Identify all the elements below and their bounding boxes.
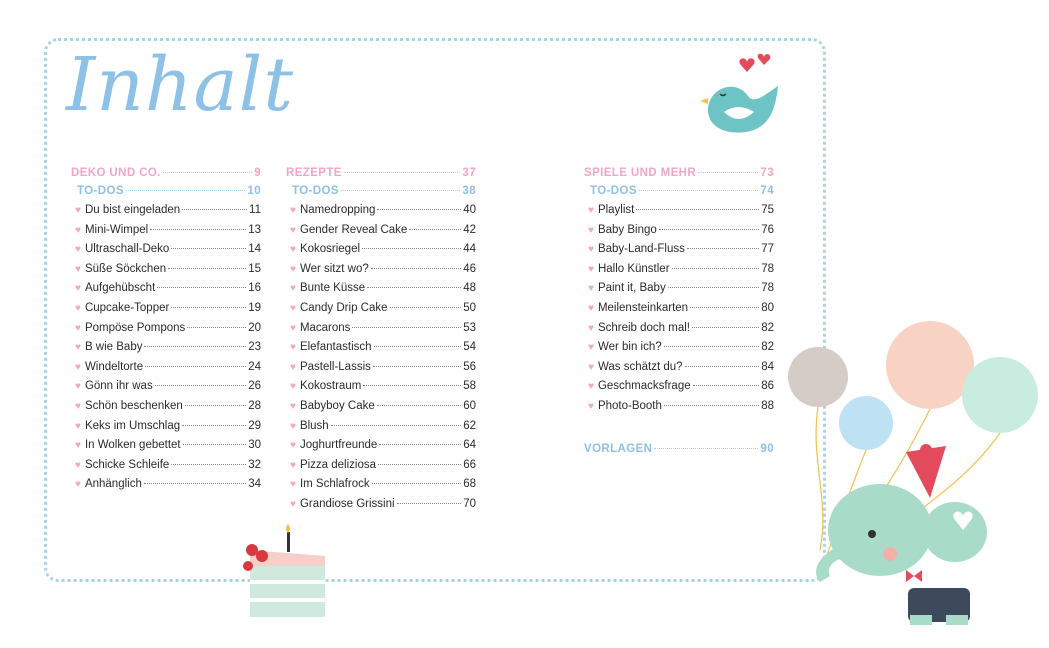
- toc-entry[interactable]: [71, 338, 261, 358]
- leader-dots: [409, 229, 461, 230]
- toc-entry[interactable]: [71, 221, 261, 241]
- heart-icon: ♥: [290, 263, 296, 275]
- entry-label: Bunte Küsse: [299, 282, 366, 295]
- elephant-head: [828, 484, 932, 576]
- leader-dots: [363, 385, 461, 386]
- toc-entry[interactable]: [71, 319, 261, 339]
- toc-entry[interactable]: [71, 240, 261, 260]
- heart-icon: ♥: [75, 302, 81, 314]
- section-label: REZEPTE: [286, 167, 342, 179]
- leader-dots: [182, 425, 246, 426]
- elephant-foot: [910, 615, 932, 625]
- leader-dots: [157, 287, 246, 288]
- entry-label: Baby Bingo: [597, 223, 657, 236]
- entry-label: Namedropping: [299, 204, 376, 216]
- entry-page: 28: [248, 399, 261, 412]
- entry-page: 19: [248, 301, 261, 314]
- entry-page: 62: [463, 419, 476, 432]
- leader-dots: [639, 190, 758, 191]
- entry-label: Pompöse Pompons: [84, 321, 186, 334]
- heart-icon: ♥: [290, 244, 296, 256]
- entry-page: 77: [761, 243, 774, 256]
- toc-entry[interactable]: [286, 456, 476, 476]
- leader-dots: [636, 209, 759, 210]
- entry-page: 29: [248, 419, 261, 432]
- toc-entry[interactable]: [584, 201, 774, 221]
- party-hat-pompon: [920, 444, 932, 456]
- entry-label: Playlist: [597, 204, 635, 216]
- toc-entry[interactable]: [584, 260, 774, 280]
- balloon: [839, 396, 893, 450]
- elephant-trunk: [816, 545, 848, 582]
- toc-todo[interactable]: [584, 182, 774, 201]
- todo-page: 10: [247, 185, 261, 197]
- entry-page: 40: [463, 204, 476, 216]
- toc-entry[interactable]: [286, 260, 476, 280]
- section-label: DEKO UND CO.: [71, 167, 161, 179]
- toc-entry[interactable]: [286, 495, 476, 515]
- heart-icon: ♥: [588, 224, 594, 236]
- entry-label: Photo-Booth: [597, 399, 662, 412]
- leader-dots: [659, 229, 759, 230]
- leader-dots: [183, 444, 247, 445]
- entry-label: Was schätzt du?: [597, 360, 683, 373]
- leader-dots: [374, 346, 462, 347]
- elephant-ear: [923, 502, 987, 562]
- cake-stripe: [250, 598, 325, 602]
- heart-icon: ♥: [290, 420, 296, 432]
- heart-icon: ♥: [75, 400, 81, 412]
- entry-label: Babyboy Cake: [299, 399, 375, 412]
- entry-label: Ultraschall-Deko: [84, 243, 170, 256]
- toc-entry[interactable]: [584, 221, 774, 241]
- leader-dots: [390, 307, 462, 308]
- entry-label: Joghurtfreunde: [299, 439, 378, 452]
- bird-illustration: [700, 50, 790, 145]
- entry-page: 64: [463, 439, 476, 452]
- heart-icon: ♥: [75, 263, 81, 275]
- leader-dots: [687, 248, 759, 249]
- entry-label: Gender Reveal Cake: [299, 223, 408, 236]
- toc-entry[interactable]: [584, 319, 774, 339]
- balloon: [788, 347, 848, 407]
- flame-icon: [286, 524, 290, 533]
- entry-page: 78: [761, 262, 774, 275]
- elephant-foot: [946, 615, 968, 625]
- toc-entry[interactable]: [584, 377, 774, 397]
- cherry: [256, 550, 268, 562]
- toc-entry[interactable]: [71, 279, 261, 299]
- heart-icon: [758, 54, 771, 65]
- toc-todo[interactable]: [71, 182, 261, 201]
- leader-dots: [144, 483, 246, 484]
- candle: [287, 532, 290, 552]
- entry-label: Grandiose Grissini: [299, 497, 395, 510]
- entry-label: Du bist eingeladen: [84, 204, 181, 216]
- toc-entry[interactable]: [71, 417, 261, 437]
- entry-page: 80: [761, 301, 774, 314]
- entry-label: Anhänglich: [84, 478, 142, 491]
- entry-page: 20: [248, 321, 261, 334]
- heart-icon: ♥: [588, 283, 594, 295]
- heart-icon: ♥: [290, 205, 296, 216]
- toc-entry[interactable]: [286, 475, 476, 495]
- leader-dots: [685, 366, 760, 367]
- entry-page: 70: [463, 497, 476, 510]
- leader-dots: [371, 268, 461, 269]
- heart-icon: ♥: [75, 205, 81, 216]
- toc-entry[interactable]: [286, 436, 476, 456]
- leader-dots: [182, 209, 247, 210]
- heart-icon: ♥: [75, 420, 81, 432]
- entry-label: Cupcake-Topper: [84, 301, 170, 314]
- entry-page: 56: [463, 360, 476, 373]
- entry-page: 60: [463, 399, 476, 412]
- leader-dots: [362, 248, 461, 249]
- toc-entry[interactable]: [71, 260, 261, 280]
- toc-column-rezepte: [286, 164, 476, 515]
- entry-page: 24: [248, 360, 261, 373]
- heart-icon: [739, 58, 754, 72]
- toc-entry[interactable]: [286, 358, 476, 378]
- leader-dots: [171, 248, 246, 249]
- toc-todo[interactable]: [286, 182, 476, 201]
- heart-icon: ♥: [588, 302, 594, 314]
- leader-dots: [378, 464, 461, 465]
- toc-entry[interactable]: [584, 397, 774, 417]
- toc-section-vorlagen[interactable]: [584, 440, 774, 458]
- todo-label: TO-DOS: [77, 185, 124, 197]
- entry-label: Wer sitzt wo?: [299, 262, 369, 275]
- entry-page: 88: [761, 399, 774, 412]
- cherry: [243, 561, 253, 571]
- entry-label: Kokosriegel: [299, 243, 361, 256]
- heart-icon: ♥: [75, 459, 81, 471]
- leader-dots: [654, 448, 758, 449]
- entry-label: Pizza deliziosa: [299, 458, 377, 471]
- entry-page: 53: [463, 321, 476, 334]
- leader-dots: [168, 268, 246, 269]
- toc-entry[interactable]: [286, 377, 476, 397]
- entry-label: Meilensteinkarten: [597, 301, 689, 314]
- toc-entry[interactable]: [286, 240, 476, 260]
- leader-dots: [664, 405, 759, 406]
- entry-label: Gönn ihr was: [84, 380, 153, 393]
- balloon: [886, 321, 974, 409]
- toc-entry[interactable]: [584, 358, 774, 378]
- heart-icon: ♥: [75, 224, 81, 236]
- heart-icon: ♥: [75, 322, 81, 334]
- heart-icon: ♥: [290, 361, 296, 373]
- entry-label: Hallo Künstler: [597, 262, 670, 275]
- entry-label: Kokostraum: [299, 380, 362, 393]
- heart-icon: ♥: [588, 322, 594, 334]
- toc-entry[interactable]: [71, 299, 261, 319]
- toc-entry[interactable]: [71, 377, 261, 397]
- entry-label: Macarons: [299, 321, 351, 334]
- section-page: 37: [462, 167, 476, 179]
- leader-dots: [692, 327, 759, 328]
- cherry: [246, 544, 258, 556]
- entry-page: 23: [248, 341, 261, 354]
- heart-icon: ♥: [588, 263, 594, 275]
- heart-icon: ♥: [588, 342, 594, 354]
- leader-dots: [344, 172, 461, 173]
- heart-icon: ♥: [588, 381, 594, 393]
- entry-label: Windeltorte: [84, 360, 144, 373]
- entry-page: 15: [248, 262, 261, 275]
- toc-entry[interactable]: [286, 221, 476, 241]
- heart-icon: ♥: [75, 440, 81, 452]
- entry-page: 11: [249, 204, 261, 216]
- heart-icon: ♥: [290, 440, 296, 452]
- entry-page: 46: [463, 262, 476, 275]
- leader-dots: [373, 366, 461, 367]
- heart-icon: ♥: [290, 322, 296, 334]
- toc-entry[interactable]: [71, 201, 261, 221]
- heart-icon: ♥: [290, 342, 296, 354]
- leader-dots: [187, 327, 246, 328]
- heart-icon: ♥: [75, 361, 81, 373]
- entry-label: Mini-Wimpel: [84, 223, 149, 236]
- heart-icon: ♥: [290, 381, 296, 393]
- leader-dots: [144, 346, 246, 347]
- section-page: 9: [254, 167, 261, 179]
- leader-dots: [372, 483, 462, 484]
- entry-page: 82: [761, 321, 774, 334]
- entry-page: 30: [248, 439, 261, 452]
- heart-icon: ♥: [588, 244, 594, 256]
- heart-icon: ♥: [290, 283, 296, 295]
- leader-dots: [397, 503, 462, 504]
- entry-label: B wie Baby: [84, 341, 143, 354]
- leader-dots: [352, 327, 461, 328]
- entry-page: 16: [248, 282, 261, 295]
- heart-icon: ♥: [75, 283, 81, 295]
- entry-page: 84: [761, 360, 774, 373]
- leader-dots: [145, 366, 246, 367]
- leader-dots: [698, 172, 758, 173]
- entry-page: 78: [761, 282, 774, 295]
- cake-stripe: [250, 580, 325, 584]
- toc-entry[interactable]: [286, 201, 476, 221]
- cake-illustration: [240, 522, 335, 622]
- entry-label: In Wolken gebettet: [84, 439, 181, 452]
- heart-icon: ♥: [75, 244, 81, 256]
- leader-dots: [379, 444, 461, 445]
- heart-icon: ♥: [75, 342, 81, 354]
- entry-page: 86: [761, 380, 774, 393]
- toc-entry[interactable]: [71, 475, 261, 495]
- entry-page: 14: [248, 243, 261, 256]
- leader-dots: [377, 405, 461, 406]
- leader-dots: [150, 229, 246, 230]
- entry-page: 44: [463, 243, 476, 256]
- todo-page: 38: [462, 185, 476, 197]
- toc-entry[interactable]: [584, 299, 774, 319]
- entry-label: Schicke Schleife: [84, 458, 170, 471]
- entry-label: Aufgehübscht: [84, 282, 156, 295]
- elephant-balloons-illustration: [780, 320, 1040, 630]
- entry-page: 58: [463, 380, 476, 393]
- bird-beak: [700, 98, 708, 104]
- leader-dots: [171, 464, 246, 465]
- entry-page: 54: [463, 341, 476, 354]
- entry-page: 50: [463, 301, 476, 314]
- entry-page: 82: [761, 341, 774, 354]
- page-title: Inhalt: [66, 42, 295, 128]
- heart-icon: ♥: [588, 205, 594, 216]
- leader-dots: [690, 307, 759, 308]
- cake-body: [250, 562, 325, 617]
- leader-dots: [377, 209, 461, 210]
- entry-page: 66: [463, 458, 476, 471]
- toc-entry[interactable]: [286, 397, 476, 417]
- leader-dots: [126, 190, 245, 191]
- entry-page: 42: [463, 223, 476, 236]
- toc-entry[interactable]: [286, 319, 476, 339]
- toc-entry[interactable]: [286, 299, 476, 319]
- entry-label: Pastell-Lassis: [299, 360, 371, 373]
- leader-dots: [693, 385, 760, 386]
- toc-section[interactable]: [286, 164, 476, 182]
- entry-label: Süße Söckchen: [84, 262, 167, 275]
- entry-page: 32: [248, 458, 261, 471]
- heart-icon: ♥: [75, 479, 81, 491]
- heart-icon: ♥: [290, 498, 296, 510]
- elephant-cheek: [883, 547, 897, 561]
- toc-entry[interactable]: [584, 279, 774, 299]
- heart-icon: ♥: [290, 224, 296, 236]
- entry-page: 34: [248, 478, 261, 491]
- elephant-eye: [868, 530, 876, 538]
- entry-label: Candy Drip Cake: [299, 301, 388, 314]
- toc-entry[interactable]: [71, 358, 261, 378]
- heart-icon: ♥: [588, 400, 594, 412]
- section-label: SPIELE UND MEHR: [584, 167, 697, 179]
- toc-entry[interactable]: [286, 279, 476, 299]
- toc-column-spiele: [584, 164, 774, 458]
- section-page: 73: [760, 167, 774, 179]
- heart-icon: ♥: [290, 479, 296, 491]
- entry-page: 68: [463, 478, 476, 491]
- leader-dots: [331, 425, 461, 426]
- section-page: 90: [760, 442, 774, 455]
- todo-label: TO-DOS: [292, 185, 339, 197]
- toc-entry[interactable]: [584, 240, 774, 260]
- entry-label: Geschmacksfrage: [597, 380, 691, 393]
- toc-column-deko: [71, 164, 261, 495]
- leader-dots: [672, 268, 760, 269]
- heart-icon: ♥: [290, 400, 296, 412]
- entry-label: Blush: [299, 419, 329, 432]
- heart-icon: ♥: [75, 381, 81, 393]
- leader-dots: [155, 385, 247, 386]
- toc-entry[interactable]: [71, 397, 261, 417]
- balloon: [962, 357, 1038, 433]
- leader-dots: [664, 346, 760, 347]
- section-label: VORLAGEN: [584, 442, 653, 455]
- entry-page: 76: [761, 223, 774, 236]
- entry-page: 48: [463, 282, 476, 295]
- entry-page: 26: [248, 380, 261, 393]
- entry-label: Keks im Umschlag: [84, 419, 181, 432]
- entry-label: Paint it, Baby: [597, 282, 666, 295]
- toc-entry[interactable]: [286, 417, 476, 437]
- toc-entry[interactable]: [584, 338, 774, 358]
- leader-dots: [367, 287, 461, 288]
- todo-label: TO-DOS: [590, 185, 637, 197]
- bow-tie: [906, 570, 922, 582]
- entry-label: Schön beschenken: [84, 399, 183, 412]
- leader-dots: [668, 287, 760, 288]
- heart-icon: ♥: [588, 361, 594, 373]
- toc-entry[interactable]: [71, 456, 261, 476]
- entry-page: 75: [761, 204, 774, 216]
- entry-label: Schreib doch mal!: [597, 321, 690, 334]
- heart-icon: ♥: [290, 459, 296, 471]
- entry-label: Im Schlafrock: [299, 478, 370, 491]
- entry-label: Wer bin ich?: [597, 341, 662, 354]
- toc-section[interactable]: [584, 164, 774, 182]
- entry-label: Baby-Land-Fluss: [597, 243, 685, 256]
- toc-entry[interactable]: [71, 436, 261, 456]
- entry-page: 13: [248, 223, 261, 236]
- leader-dots: [171, 307, 246, 308]
- leader-dots: [185, 405, 246, 406]
- leader-dots: [341, 190, 460, 191]
- leader-dots: [163, 172, 252, 173]
- toc-section[interactable]: [71, 164, 261, 182]
- entry-label: Elefantastisch: [299, 341, 372, 354]
- todo-page: 74: [760, 185, 774, 197]
- toc-entry[interactable]: [286, 338, 476, 358]
- heart-icon: ♥: [290, 302, 296, 314]
